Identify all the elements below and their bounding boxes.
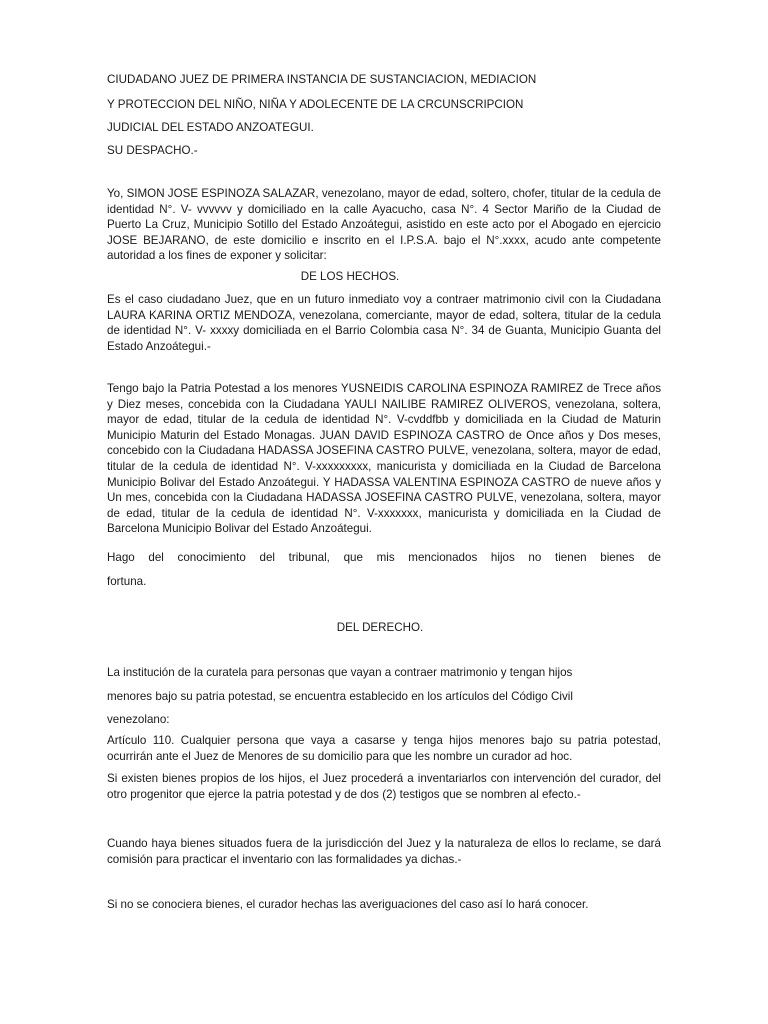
addressee-line-1: CIUDADANO JUEZ DE PRIMERA INSTANCIA DE SUSTANCIACION, MEDIACION — [107, 73, 537, 86]
section-heading-derecho: DEL DERECHO. — [336, 621, 424, 634]
derecho-paragraph-4: Si no se conociera bienes, el curador hechas las averiguaciones del caso así lo hará conocer. — [107, 898, 589, 911]
section-heading-hechos: DE LOS HECHOS. — [300, 270, 400, 283]
hechos-paragraph-2: Tengo bajo la Patria Potestad a los menores YUSNEIDIS CAROLINA ESPINOZA RAMIREZ de Trece años y Diez meses, concebida con la Ciudadana YAULI NAILIBE RAMIREZ OLIVEROS, venezolana, soltera, mayor de edad, titular de la cedula de identidad N°. V-cvddfbb y domiciliada en la Ciudad de Maturin Municipio Maturin del Estado Monagas. JUAN DAVID ESPINOZA CASTRO de Once años y Dos meses, concebido con la Ciudadana HADASSA JOSEFINA CASTRO PULVE, venezolana, soltera, mayor de edad, titular de la cedula de identidad N°. V-xxxxxxxxx, manicurista y domiciliada en la Ciudad de Barcelona Municipio Bolivar del Estado Anzoátegui. Y HADASSA VALENTINA ESPINOZA CASTRO de nueve años y Un mes, concebida con la Ciudadana HADASSA JOSEFINA CASTRO PULVE, venezolana, soltera, mayor de edad, titular de la cedula de identidad N°. V-xxxxxxx, manicurista y domiciliada en la Ciudad de Barcelona Municipio Bolivar del Estado Anzoátegui. — [107, 382, 661, 536]
derecho-paragraph-2: Si existen bienes propios de los hijos, el Juez procederá a inventariarlos con intervención del curador, del otro progenitor que ejerce la patria potestad y de dos (2) testigos que se nombren al efecto.- — [107, 772, 661, 801]
derecho-paragraph-1-line-3: venezolano: — [107, 713, 170, 726]
derecho-paragraph-1-line-1: La institución de la curatela para personas que vayan a contraer matrimonio y tengan hijos — [107, 666, 573, 679]
addressee-line-3: JUDICIAL DEL ESTADO ANZOATEGUI. — [107, 121, 314, 134]
hechos-paragraph-3-line-1: Hago del conocimiento del tribunal, que mis mencionados hijos no tienen bienes de — [107, 551, 661, 564]
derecho-paragraph-1-line-2: menores bajo su patria potestad, se encuentra establecido en los artículos del Código Civil — [107, 690, 573, 703]
hechos-paragraph-1: Es el caso ciudadano Juez, que en un futuro inmediato voy a contraer matrimonio civil con la Ciudadana LAURA KARINA ORTIZ MENDOZA, venezolana, comerciante, mayor de edad, soltera, titular de la cedula de identidad N°. V- xxxxy domiciliada en el Barrio Colombia casa N°. 34 de Guanta, Municipio Guanta del Estado Anzoátegui.- — [107, 293, 661, 353]
hechos-paragraph-3-line-2: fortuna. — [107, 575, 147, 588]
article-110-paragraph: Artículo 110. Cualquier persona que vaya a casarse y tenga hijos menores bajo su patria potestad, ocurrirán ante el Juez de Menores de su domicilio para que les nombre un curador ad hoc. — [107, 734, 661, 763]
intro-paragraph: Yo, SIMON JOSE ESPINOZA SALAZAR, venezolano, mayor de edad, soltero, chofer, titular de la cedula de identidad N°. V- vvvvvv y domiciliado en la calle Ayacucho, casa N°. 4 Sector Mariño de la Ciudad de Puerto La Cruz, Municipio Sotillo del Estado Anzoátegui, asistido en este acto por el Abogado en ejercicio JOSE BEJARANO, de este domicilio e inscrito en el I.P.S.A. bajo el N°.xxxx, acudo ante competente autoridad a los fines de exponer y solicitar: — [107, 187, 661, 263]
addressee-line-2: Y PROTECCION DEL NIÑO, NIÑA Y ADOLECENTE DE LA CRCUNSCRIPCION — [107, 98, 524, 111]
derecho-paragraph-3: Cuando haya bienes situados fuera de la jurisdicción del Juez y la naturaleza de ellos lo reclame, se dará comisión para practicar el inventario con las formalidades ya dichas.- — [107, 837, 661, 866]
addressee-line-4: SU DESPACHO.- — [107, 144, 198, 157]
